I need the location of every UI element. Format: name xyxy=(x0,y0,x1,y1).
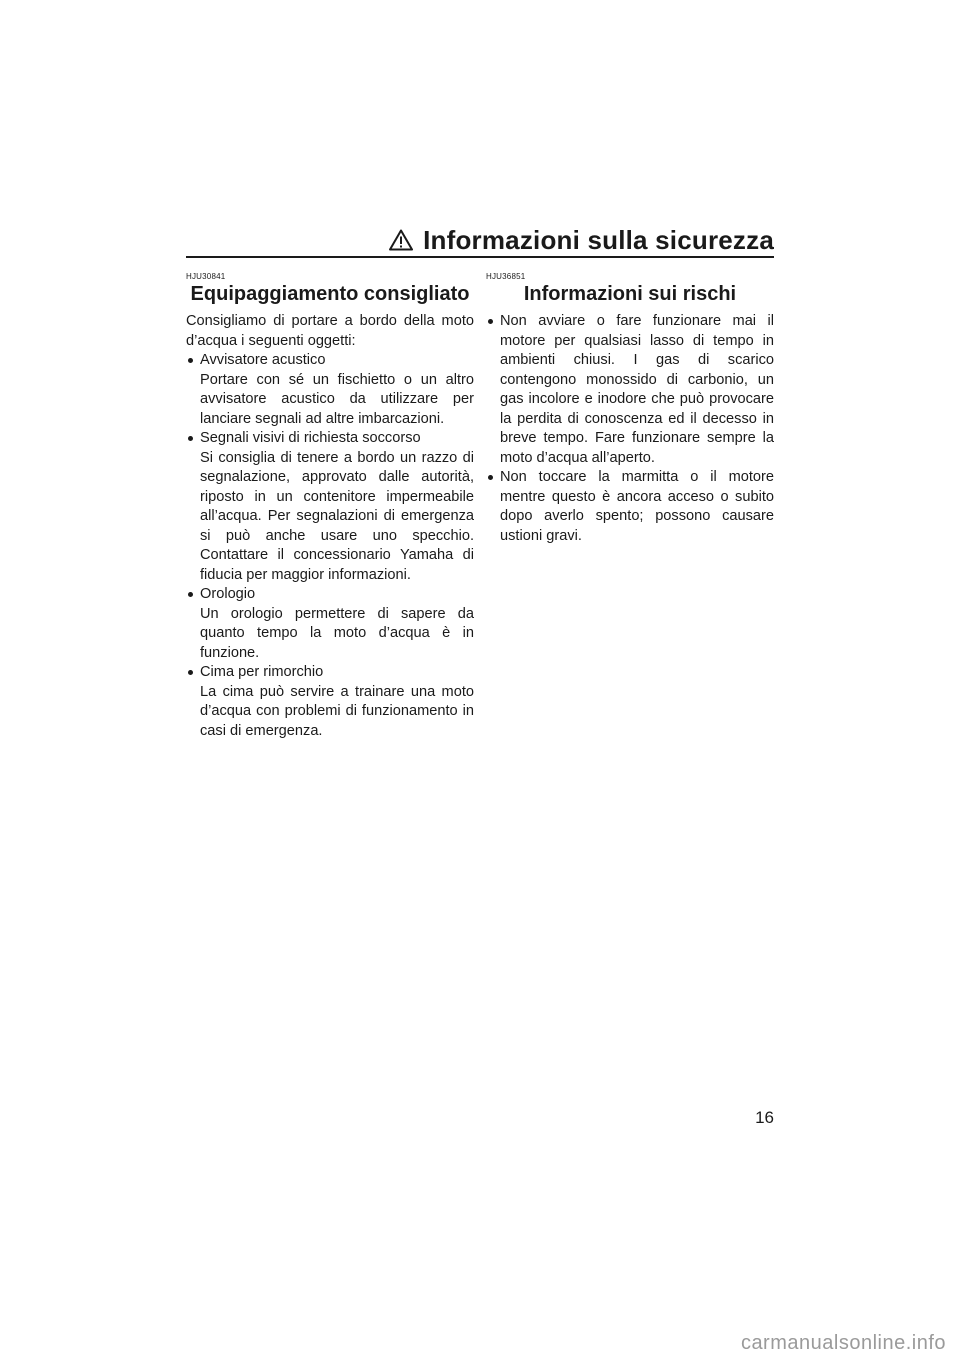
page-number: 16 xyxy=(755,1108,774,1127)
section-code: HJU30841 xyxy=(186,272,226,281)
item-title: Orologio xyxy=(200,586,256,602)
item-title: Cima per rimorchio xyxy=(200,664,324,680)
list-item xyxy=(186,663,474,741)
list-item xyxy=(186,429,474,585)
header-title: Informazioni sulla sicurezza xyxy=(423,225,774,255)
page-header xyxy=(186,224,774,258)
list-item xyxy=(186,585,474,663)
risk-information-section xyxy=(486,272,774,546)
list-item xyxy=(186,351,474,429)
header-title-group xyxy=(389,224,774,256)
item-description: Si consiglia di tenere a bordo un razzo di segnalazione, approvato dalle autorità, riposto in un contenitore impermeabile all’acqua. Per segnalazioni di emergenza si può anche usare uno specchio. Contattare il concessionario Yamaha di fiducia per maggior informazioni. xyxy=(200,449,474,583)
watermark: carmanualsonline.info xyxy=(740,1332,946,1354)
list-item: Non toccare la marmitta o il motore mentre questo è ancora acceso o subito dopo averlo spento; possono causare ustioni gravi. xyxy=(486,468,774,546)
item-description: Un orologio permettere di sapere da quanto tempo la moto d’acqua è in funzione. xyxy=(200,605,474,661)
item-description: La cima può servire a trainare una moto d’acqua con problemi di funzionamento in casi di emergenza. xyxy=(200,683,474,739)
item-description: Portare con sé un fischietto o un altro avvisatore acustico da utilizzare per lanciare segnali ad altre imbarcazioni. xyxy=(200,371,474,427)
equipment-list xyxy=(186,351,474,741)
section-title: Equipaggiamento consigliato xyxy=(190,283,470,305)
risk-list xyxy=(486,312,774,546)
section-title: Informazioni sui rischi xyxy=(523,283,737,305)
recommended-equipment-section xyxy=(186,272,474,741)
section-code: HJU36851 xyxy=(486,272,526,281)
warning-triangle-icon xyxy=(389,229,413,251)
list-item: Non avviare o fare funzionare mai il motore per qualsiasi lasso di tempo in ambienti chiusi. I gas di scarico contengono monossido di carbonio, un gas incolore e inodore che può provocare la perdita di conoscenza ed il decesso in breve tempo. Fare funzionare sempre la moto d’acqua all’aperto. xyxy=(486,312,774,468)
item-title: Avvisatore acustico xyxy=(200,352,326,368)
section-intro: Consigliamo di portare a bordo della moto d’acqua i seguenti oggetti: xyxy=(186,313,474,349)
item-title: Segnali visivi di richiesta soccorso xyxy=(200,430,421,446)
